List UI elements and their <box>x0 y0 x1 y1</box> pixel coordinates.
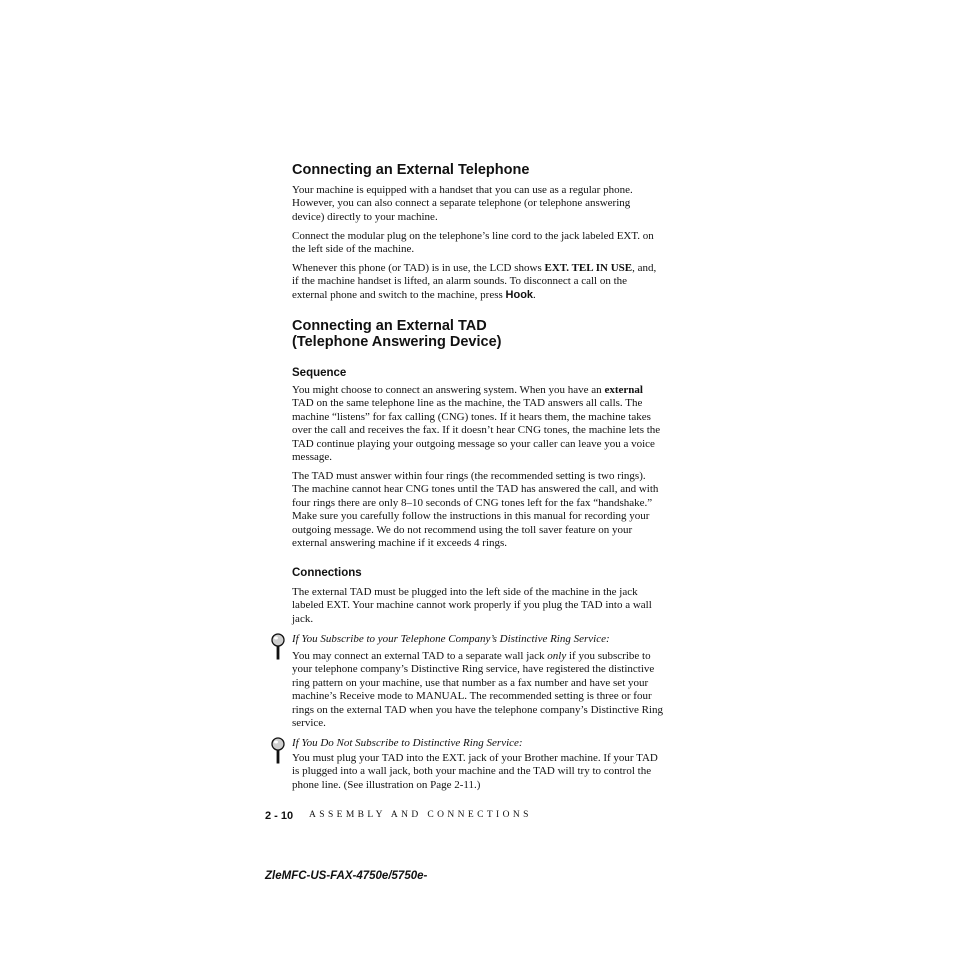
subheading-sequence: Sequence <box>292 367 347 379</box>
text-run: TAD on the same telephone line as the machine, the TAD answers all calls. The machine “listens” for fax calling (CNG) tones. If it hears them, the machine takes over the call and receives the fax. If it doesn’t hear CNG tones, the machine lets the TAD continue playing your outgoing message so your caller can leave you a voice message. <box>292 397 661 464</box>
emphasis-external: external <box>604 384 643 396</box>
model-code: ZleMFC-US-FAX-4750e/5750e- <box>265 870 428 882</box>
lcd-message: EXT. TEL IN USE <box>544 262 633 274</box>
text-run: if you subscribe to your telephone company’s Distinctive Ring service, have registered the distinctive ring pattern on your machine, use that number as a fax number and have set your machine’s Receive mode to MANUAL. The recommended setting is three or four rings on the external TAD when you have the telephone company’s Distinctive Ring service. <box>292 650 663 730</box>
note-title-distinctive-ring: If You Subscribe to your Telephone Company’s Distinctive Ring Service: <box>292 633 610 645</box>
note-title-no-distinctive-ring: If You Do Not Subscribe to Distinctive Ring Service: <box>292 737 523 749</box>
key-name-hook: Hook <box>505 288 534 301</box>
pushpin-note-icon <box>270 633 286 661</box>
pushpin-note-icon <box>270 737 286 765</box>
text-run: . <box>533 288 536 301</box>
text-run: You may connect an external TAD to a separate wall jack <box>292 650 548 662</box>
heading-line: Connecting an External TAD <box>292 318 487 334</box>
text-run: , and, if the machine handset is lifted, an alarm sounds. To disconnect a call on the external phone and switch to the machine, press <box>292 262 657 301</box>
emphasis-only: only <box>547 650 567 662</box>
text-run: You might choose to connect an answering system. When you have an <box>292 384 605 396</box>
paragraph-connections: The external TAD must be plugged into the left side of the machine in the jack labeled EXT. Your machine cannot work properly if you plug the TAD into a wall jack. <box>292 586 652 625</box>
heading-line: (Telephone Answering Device) <box>292 334 502 350</box>
paragraph-handset: Your machine is equipped with a handset that you can use as a regular phone. However, you can also connect a separate telephone (or telephone answering device) directly to your machine. <box>292 184 633 223</box>
running-footer-section: ASSEMBLY AND CONNECTIONS <box>309 810 532 820</box>
note-body-no-distinctive-ring: You must plug your TAD into the EXT. jack of your Brother machine. If your TAD is plugged into a wall jack, both your machine and the TAD will try to control the phone line. (See illustration on Page 2-11.) <box>292 752 658 791</box>
section-heading-external-telephone: Connecting an External Telephone <box>292 162 530 178</box>
section-heading-external-tad <box>292 318 502 350</box>
paragraph-sequence-1 <box>292 384 664 464</box>
paragraph-modular-plug: Connect the modular plug on the telephone’s line cord to the jack labeled EXT. on the left side of the machine. <box>292 230 654 256</box>
subheading-connections: Connections <box>292 567 362 579</box>
paragraph-lcd-ext-tel <box>292 262 664 302</box>
note-body-distinctive-ring <box>292 650 664 730</box>
page-number: 2 - 10 <box>265 810 294 822</box>
paragraph-sequence-2: The TAD must answer within four rings (the recommended setting is two rings). The machine cannot hear CNG tones until the TAD has answered the call, and with four rings there are only 8–10 seconds of CNG tones left for the fax “handshake.” Make sure you carefully follow the instructions in this manual for recording your outgoing message. We do not recommend using the toll saver feature on your external answering machine if it exceeds 4 rings. <box>292 470 659 550</box>
text-run: Whenever this phone (or TAD) is in use, the LCD shows <box>292 262 545 274</box>
